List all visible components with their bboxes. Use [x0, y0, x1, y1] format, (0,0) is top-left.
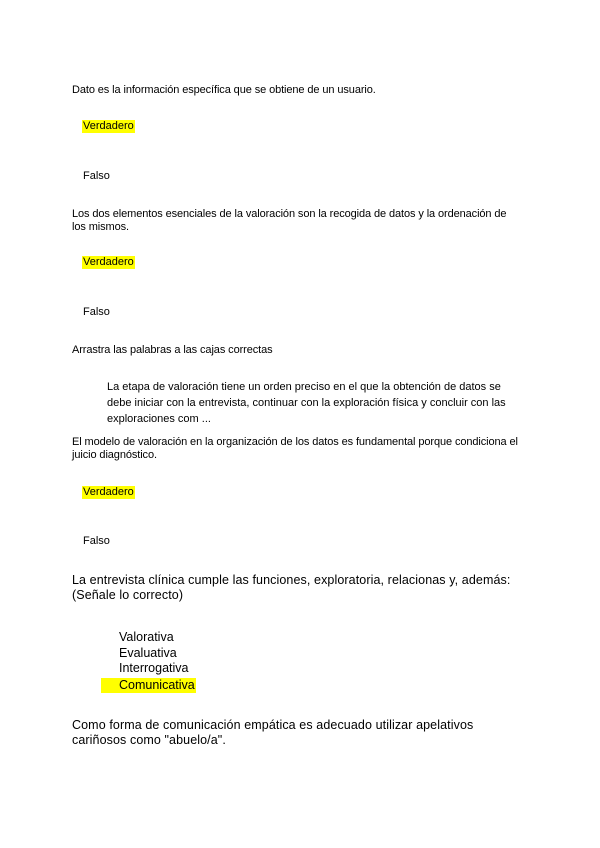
- question-5-option-evaluativa[interactable]: Evaluativa: [119, 646, 177, 660]
- drag-drop-passage: La etapa de valoración tiene un orden preciso en el que la obtención de datos se debe iniciar con la entrevista, continuar con la exploración física y concluir con las exploraciones com ...: [107, 381, 506, 425]
- question-3-text: Arrastra las palabras a las cajas correctas: [72, 344, 273, 356]
- question-4-text: El modelo de valoración en la organización de los datos es fundamental porque condiciona el juicio diagnóstico.: [72, 436, 518, 461]
- question-2-text: Los dos elementos esenciales de la valoración son la recogida de datos y la ordenación de los mismos.: [72, 208, 507, 233]
- question-5-option-valorativa[interactable]: Valorativa: [119, 630, 174, 644]
- question-5-text: La entrevista clínica cumple las funciones, exploratoria, relacionas y, además: (Señale lo correcto): [72, 573, 511, 602]
- question-1-option-verdadero[interactable]: Verdadero: [83, 120, 134, 132]
- question-6-text: Como forma de comunicación empática es adecuado utilizar apelativos cariñosos como "abuelo/a".: [72, 718, 474, 747]
- question-1-option-falso[interactable]: Falso: [83, 170, 110, 182]
- question-1-text: Dato es la información específica que se obtiene de un usuario.: [72, 84, 376, 96]
- question-2-option-falso[interactable]: Falso: [83, 306, 110, 318]
- question-2-option-verdadero[interactable]: Verdadero: [83, 256, 134, 268]
- question-5-option-comunicativa[interactable]: Comunicativa: [101, 678, 196, 693]
- question-4-option-verdadero[interactable]: Verdadero: [83, 486, 134, 498]
- question-5-option-interrogativa[interactable]: Interrogativa: [119, 661, 189, 675]
- question-4-option-falso[interactable]: Falso: [83, 535, 110, 547]
- question-5-options: [101, 630, 221, 694]
